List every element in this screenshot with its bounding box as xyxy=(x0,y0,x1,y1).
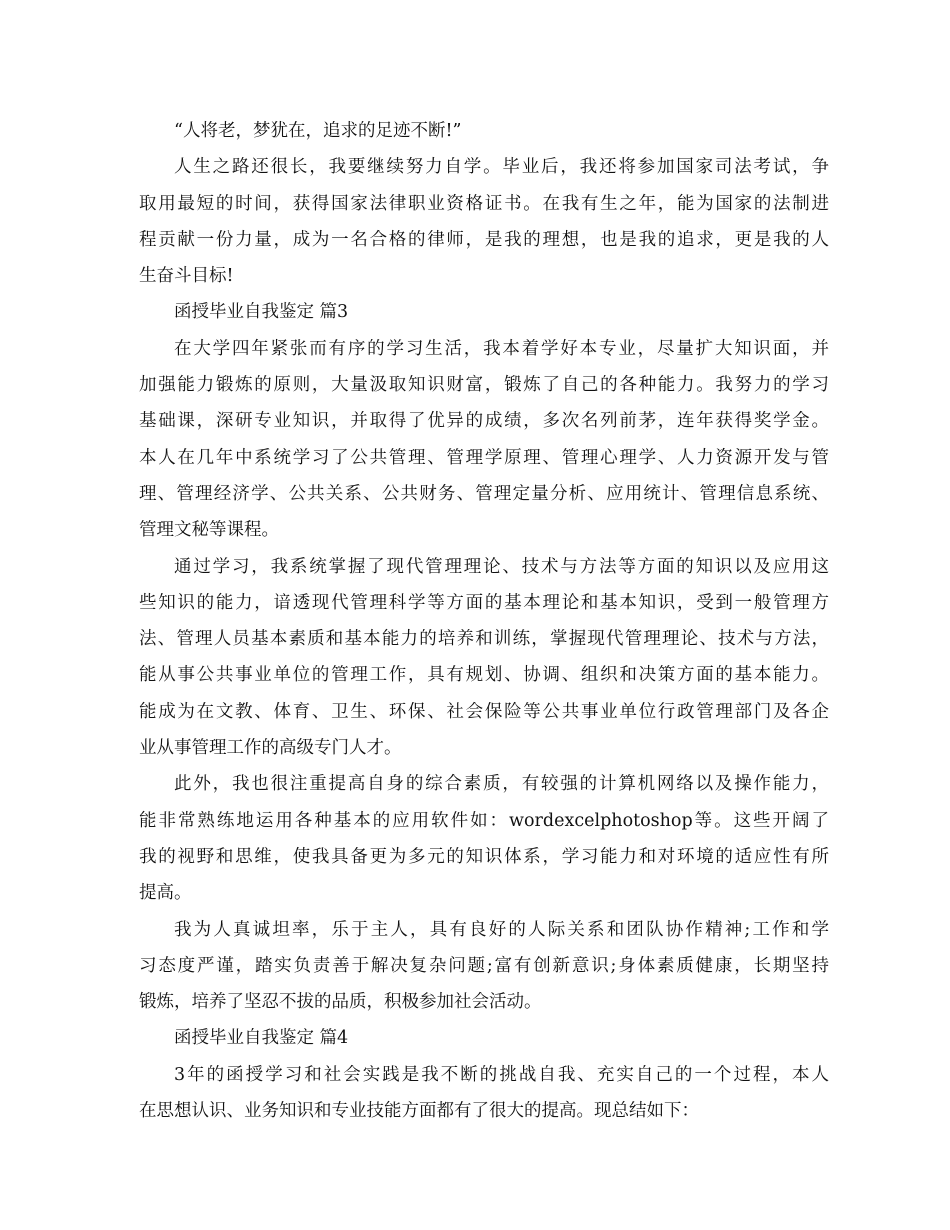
paragraph-line: 取用最短的时间，获得国家法律职业资格证书。在我有生之年，能为国家的法制进 xyxy=(139,193,829,214)
paragraph-line: 此外，我也很注重提高自身的综合素质，有较强的计算机网络以及操作能力， xyxy=(174,774,829,795)
paragraph-line: 提高。 xyxy=(139,883,192,904)
paragraph-line: 些知识的能力，谙透现代管理科学等方面的基本理论和基本知识，受到一般管理方 xyxy=(139,592,829,613)
paragraph-line: 通过学习，我系统掌握了现代管理理论、技术与方法等方面的知识以及应用这 xyxy=(174,556,829,577)
paragraph-line: 能非常熟练地运用各种基本的应用软件如：wordexcelphotoshop等。这些开阔了 xyxy=(139,810,829,831)
paragraph-line: 锻炼，培养了坚忍不拔的品质，积极参加社会活动。 xyxy=(139,992,542,1013)
paragraph-line: 程贡献一份力量，成为一名合格的律师，是我的理想，也是我的追求，更是我的人 xyxy=(139,229,829,250)
paragraph-line: 在思想认识、业务知识和专业技能方面都有了很大的提高。现总结如下： xyxy=(139,1101,699,1122)
section-heading: 函授毕业自我鉴定 篇3 xyxy=(174,302,349,323)
quote-line: “人将老，梦犹在，追求的足迹不断!” xyxy=(174,121,462,141)
paragraph-line: 我的视野和思维，使我具备更为多元的知识体系，学习能力和对环境的适应性有所 xyxy=(139,846,829,867)
paragraph-line: 基础课，深研专业知识，并取得了优异的成绩，多次名列前茅，连年获得奖学金。 xyxy=(139,411,829,432)
paragraph-line: 人生之路还很长，我要继续努力自学。毕业后，我还将参加国家司法考试，争 xyxy=(174,157,829,178)
paragraph-line: 习态度严谨，踏实负责善于解决复杂问题;富有创新意识;身体素质健康，长期坚持 xyxy=(139,955,829,976)
paragraph-line: 我为人真诚坦率，乐于主人，具有良好的人际关系和团队协作精神;工作和学 xyxy=(174,919,829,940)
paragraph-line: 本人在几年中系统学习了公共管理、管理学原理、管理心理学、人力资源开发与管 xyxy=(139,447,829,468)
paragraph-line: 理、管理经济学、公共关系、公共财务、管理定量分析、应用统计、管理信息系统、 xyxy=(139,483,829,504)
paragraph-line: 生奋斗目标! xyxy=(139,266,234,287)
section-heading: 函授毕业自我鉴定 篇4 xyxy=(174,1028,349,1049)
paragraph-line: 管理文秘等课程。 xyxy=(139,520,279,541)
paragraph-line: 法、管理人员基本素质和基本能力的培养和训练，掌握现代管理理论、技术与方法， xyxy=(139,629,829,650)
document-body xyxy=(139,113,829,1129)
paragraph-line: 能成为在文教、体育、卫生、环保、社会保险等公共事业单位行政管理部门及各企 xyxy=(139,701,829,722)
paragraph-line: 加强能力锻炼的原则，大量汲取知识财富，锻炼了自己的各种能力。我努力的学习 xyxy=(139,375,829,396)
paragraph-line: 3年的函授学习和社会实践是我不断的挑战自我、充实自己的一个过程，本人 xyxy=(174,1064,829,1085)
paragraph-line: 业从事管理工作的高级专门人才。 xyxy=(139,738,402,759)
paragraph-line: 在大学四年紧张而有序的学习生活，我本着学好本专业，尽量扩大知识面，并 xyxy=(174,338,829,359)
paragraph-line: 能从事公共事业单位的管理工作，具有规划、协调、组织和决策方面的基本能力。 xyxy=(139,665,829,686)
